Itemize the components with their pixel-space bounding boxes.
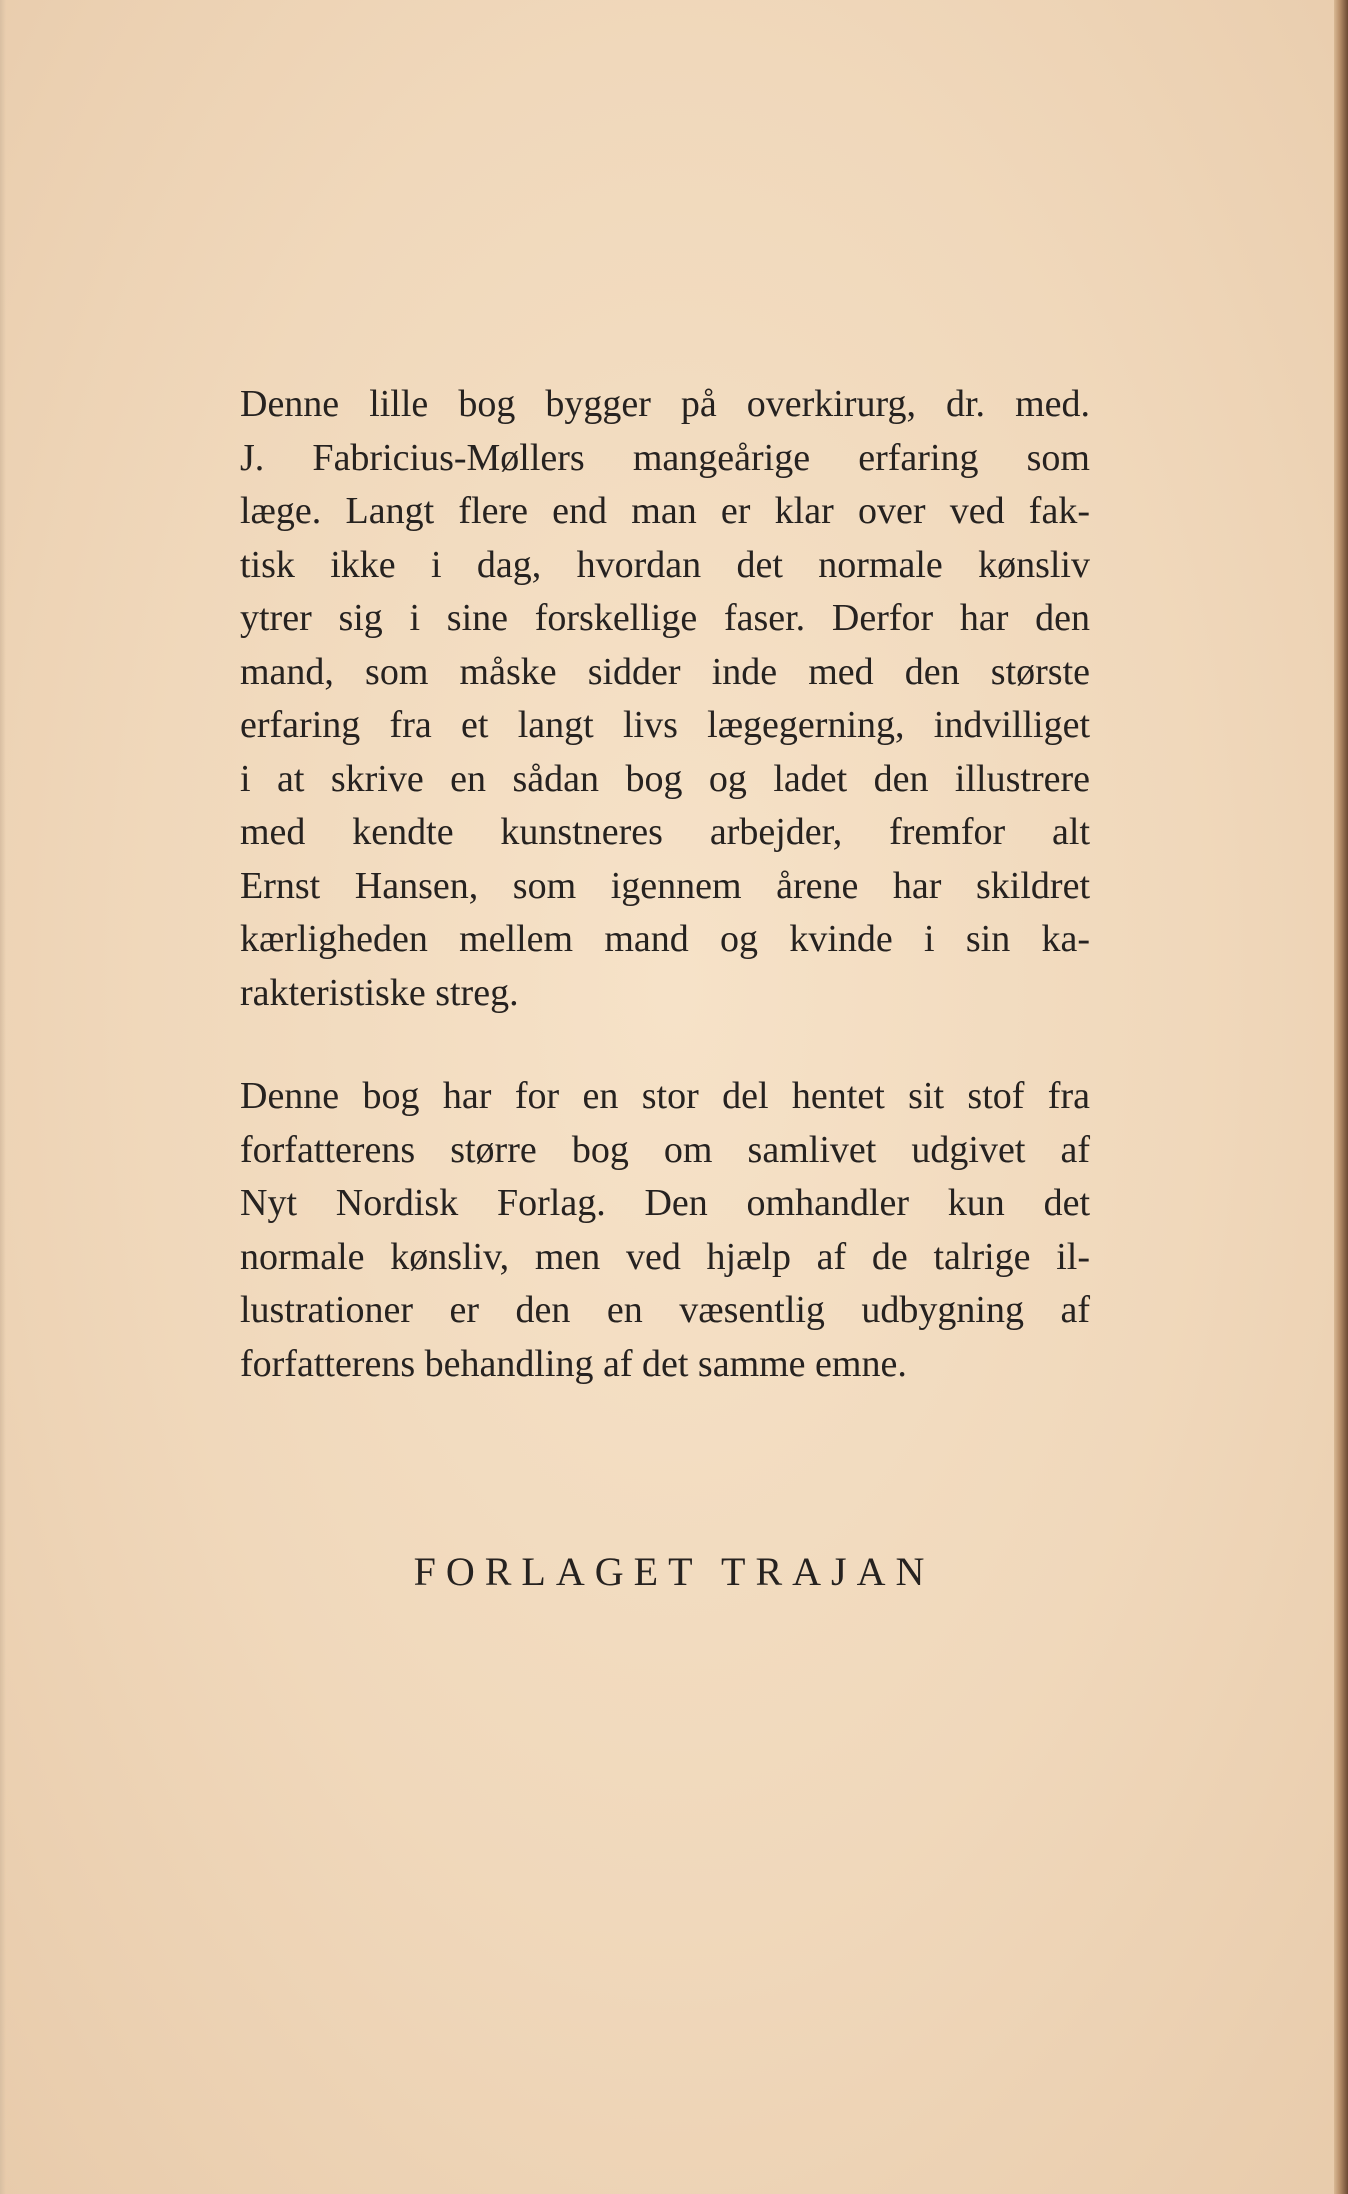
text-line: tisk ikke i dag, hvordan det normale kønsliv bbox=[240, 543, 1090, 586]
description-paragraph-1 bbox=[240, 378, 1090, 1020]
publisher-name: FORLAGET TRAJAN bbox=[413, 1549, 935, 1594]
cover-spine-edge bbox=[1334, 0, 1348, 2194]
text-line: Ernst Hansen, som igennem årene har skildret bbox=[240, 864, 1090, 907]
text-line: ytrer sig i sine forskellige faser. Derfor har den bbox=[240, 597, 1090, 639]
text-line: med kendte kunstneres arbejder, fremfor alt bbox=[240, 811, 1090, 853]
text-line: forfatterens behandling af det samme emne. bbox=[240, 1342, 907, 1385]
description-paragraph-2 bbox=[240, 1070, 1090, 1391]
text-line: mand, som måske sidder inde med den største bbox=[240, 650, 1090, 693]
text-line: Denne lille bog bygger på overkirurg, dr. med. bbox=[240, 383, 1090, 425]
text-line: rakteristiske streg. bbox=[240, 971, 519, 1014]
text-line: erfaring fra et langt livs lægegerning, indvilliget bbox=[240, 704, 1090, 746]
text-line: læge. Langt flere end man er klar over ved fak- bbox=[240, 490, 1090, 532]
text-line: lustrationer er den en væsentlig udbygning af bbox=[240, 1289, 1090, 1331]
cover-left-edge bbox=[0, 0, 6, 2194]
text-line: i at skrive en sådan bog og ladet den illustrere bbox=[240, 757, 1090, 800]
text-line: Nyt Nordisk Forlag. Den omhandler kun det bbox=[240, 1182, 1090, 1224]
text-line: forfatterens større bog om samlivet udgivet af bbox=[240, 1128, 1090, 1171]
text-line: normale kønsliv, men ved hjælp af de talrige il- bbox=[240, 1235, 1090, 1278]
text-line: kærligheden mellem mand og kvinde i sin ka- bbox=[240, 918, 1090, 960]
text-line: Denne bog har for en stor del hentet sit stof fra bbox=[240, 1075, 1090, 1117]
text-line: J. Fabricius-Møllers mangeårige erfaring som bbox=[240, 436, 1090, 479]
